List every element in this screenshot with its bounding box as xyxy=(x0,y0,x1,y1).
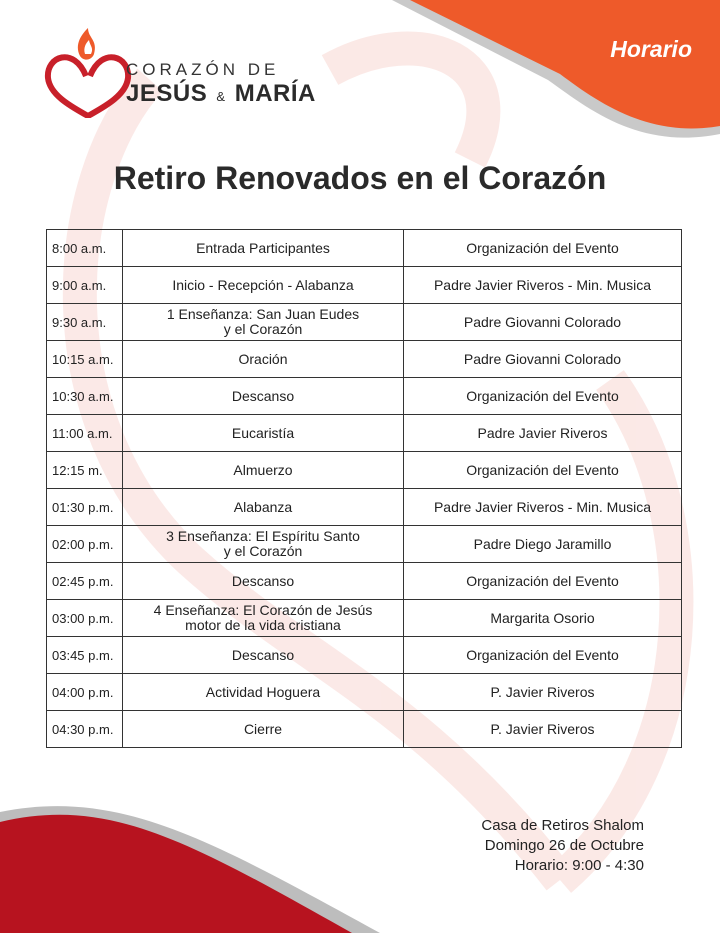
table-row xyxy=(47,600,682,637)
table-row xyxy=(47,711,682,748)
leader-cell: Margarita Osorio xyxy=(404,600,682,637)
activity-cell: 4 Enseñanza: El Corazón de Jesús motor de la vida cristiana xyxy=(123,600,404,637)
time-cell: 01:30 p.m. xyxy=(47,489,123,526)
leader-cell: Organización del Evento xyxy=(404,563,682,600)
time-cell: 03:45 p.m. xyxy=(47,637,123,674)
leader-cell: P. Javier Riveros xyxy=(404,674,682,711)
activity-cell: Descanso xyxy=(123,563,404,600)
table-row xyxy=(47,489,682,526)
venue-name: Casa de Retiros Shalom xyxy=(481,817,644,834)
horario-tab-label: Horario xyxy=(610,36,692,62)
table-row xyxy=(47,674,682,711)
leader-cell: Organización del Evento xyxy=(404,452,682,489)
table-row xyxy=(47,415,682,452)
schedule-table xyxy=(46,229,682,748)
time-cell: 03:00 p.m. xyxy=(47,600,123,637)
leader-cell: Padre Javier Riveros xyxy=(404,415,682,452)
activity-cell: Alabanza xyxy=(123,489,404,526)
brand-name-line1: CORAZÓN DE xyxy=(126,60,280,79)
activity-cell: Oración xyxy=(123,341,404,378)
activity-cell: Actividad Hoguera xyxy=(123,674,404,711)
table-row xyxy=(47,563,682,600)
schedule-body xyxy=(47,230,682,748)
brand-maria: MARÍA xyxy=(234,80,316,107)
page-title: Retiro Renovados en el Corazón xyxy=(113,160,607,196)
activity-cell: Descanso xyxy=(123,637,404,674)
time-cell: 9:00 a.m. xyxy=(47,267,123,304)
activity-cell: Descanso xyxy=(123,378,404,415)
time-cell: 12:15 m. xyxy=(47,452,123,489)
activity-cell: Almuerzo xyxy=(123,452,404,489)
leader-cell: Padre Giovanni Colorado xyxy=(404,341,682,378)
table-row xyxy=(47,526,682,563)
leader-cell: P. Javier Riveros xyxy=(404,711,682,748)
activity-cell: Eucaristía xyxy=(123,415,404,452)
time-cell: 02:45 p.m. xyxy=(47,563,123,600)
leader-cell: Padre Javier Riveros - Min. Musica xyxy=(404,267,682,304)
brand-ampersand: & xyxy=(216,89,226,104)
time-cell: 04:00 p.m. xyxy=(47,674,123,711)
leader-cell: Organización del Evento xyxy=(404,378,682,415)
table-row xyxy=(47,378,682,415)
brand-name-line2 xyxy=(126,80,316,108)
activity-cell: Entrada Participantes xyxy=(123,230,404,267)
table-row xyxy=(47,267,682,304)
time-cell: 02:00 p.m. xyxy=(47,526,123,563)
time-cell: 04:30 p.m. xyxy=(47,711,123,748)
leader-cell: Padre Giovanni Colorado xyxy=(404,304,682,341)
table-row xyxy=(47,452,682,489)
table-row xyxy=(47,341,682,378)
activity-cell: Cierre xyxy=(123,711,404,748)
activity-cell: Inicio - Recepción - Alabanza xyxy=(123,267,404,304)
event-info xyxy=(481,816,644,876)
table-row xyxy=(47,230,682,267)
event-date: Domingo 26 de Octubre xyxy=(484,837,644,854)
activity-cell: 3 Enseñanza: El Espíritu Santo y el Corazón xyxy=(123,526,404,563)
event-hours: Horario: 9:00 - 4:30 xyxy=(514,857,644,874)
time-cell: 10:15 a.m. xyxy=(47,341,123,378)
time-cell: 10:30 a.m. xyxy=(47,378,123,415)
table-row xyxy=(47,304,682,341)
leader-cell: Organización del Evento xyxy=(404,230,682,267)
activity-cell: 1 Enseñanza: San Juan Eudes y el Corazón xyxy=(123,304,404,341)
time-cell: 9:30 a.m. xyxy=(47,304,123,341)
time-cell: 11:00 a.m. xyxy=(47,415,123,452)
leader-cell: Padre Javier Riveros - Min. Musica xyxy=(404,489,682,526)
brand-jesus: JESÚS xyxy=(126,80,208,107)
time-cell: 8:00 a.m. xyxy=(47,230,123,267)
table-row xyxy=(47,637,682,674)
leader-cell: Padre Diego Jaramillo xyxy=(404,526,682,563)
leader-cell: Organización del Evento xyxy=(404,637,682,674)
